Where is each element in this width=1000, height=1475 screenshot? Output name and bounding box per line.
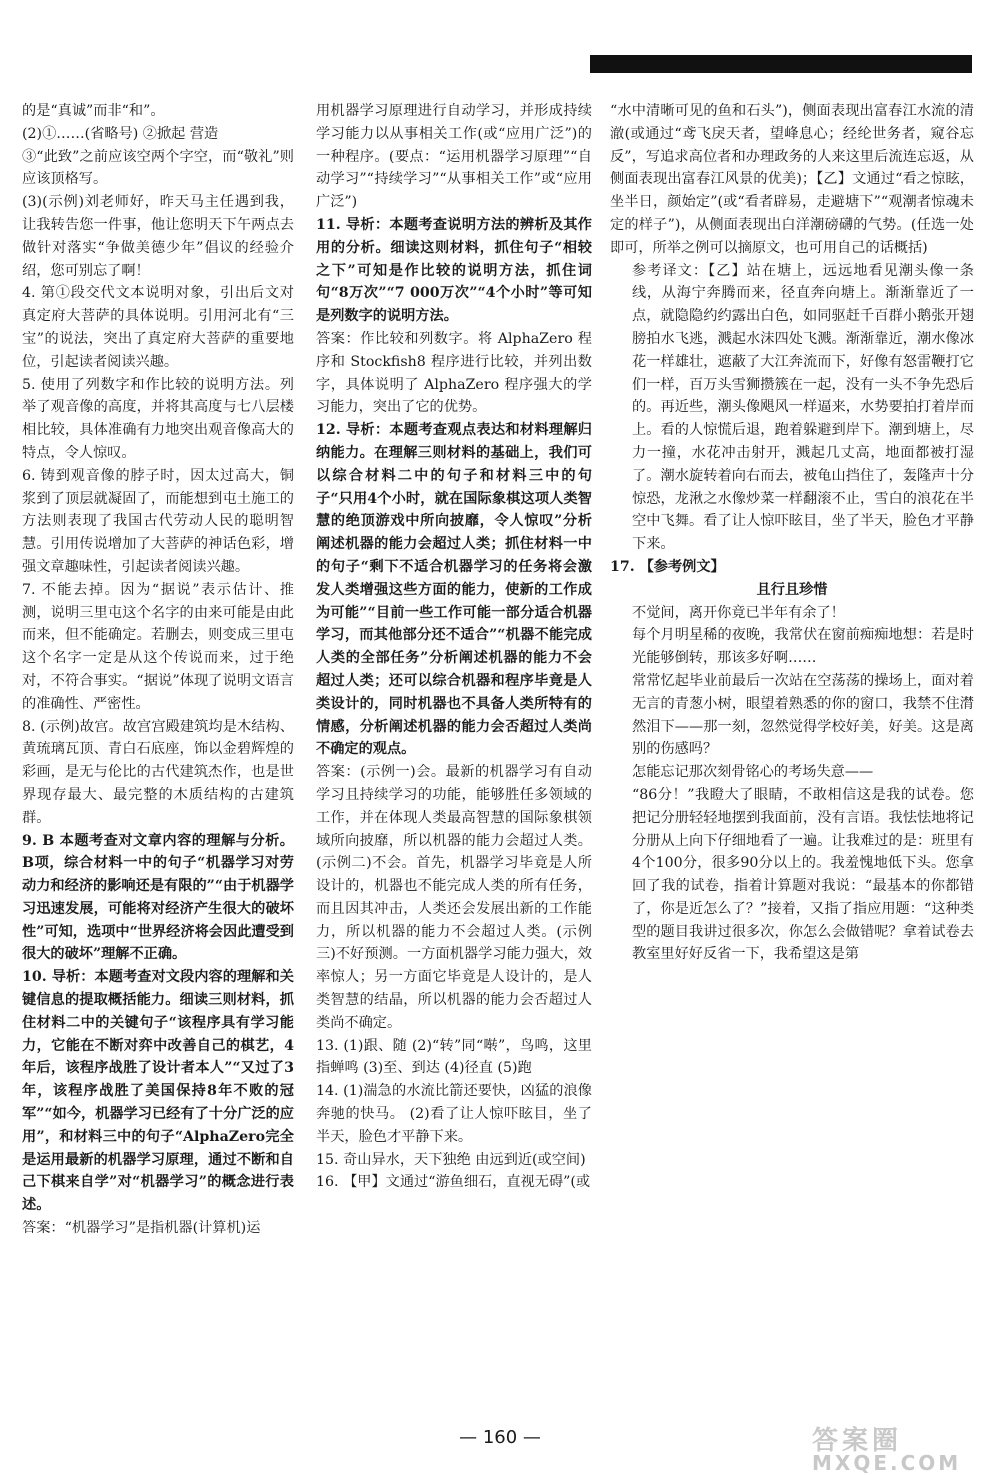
answer-4: 4. 第①段交代文本说明对象，引出后文对真定府大菩萨的具体说明。引用河北有“三宝”的说法，突出了真定府大菩萨的重要地位，引起读者阅读兴趣。	[22, 285, 294, 370]
essay-paragraph: 每个月明星稀的夜晚，我常伏在窗前痴痴地想：若是时光能够倒转，那该多好啊……	[632, 627, 974, 667]
answer-12: 答案：(示例一)会。最新的机器学习有自动学习且持续学习的功能，能够胜任多领域的工作，并在体现人类最高智慧的国际象棋领域所向披靡，所以机器的能力会超过人类。(示例二)不会。首先，机器学习毕竟是人所设计的，机器也不能完成人类的所有任务，而且因其冲击，人类还会发展出新的工作能力，所以机器的能力不会超过人类。(示例三)不好预测。一方面机器学习能力强大，效率惊人；另一方面它毕竟是人设计的，是人类智慧的结晶，所以机器的能力会否超过人类尚不确定。	[316, 764, 592, 1031]
answer-11: 答案：作比较和列数字。将 AlphaZero 程序和 Stockfish8 程序进行比较，并列出数字，具体说明了 AlphaZero 程序强大的学习能力，突出了它的优势。	[316, 330, 592, 416]
essay-title: 且行且珍惜	[756, 581, 828, 598]
answer-16: 16. 【甲】文通过“游鱼细石，直视无碍”(或	[316, 1174, 591, 1191]
column-right	[610, 100, 974, 966]
answer-16-continued: “水中清晰可见的鱼和石头”)，侧面表现出富春江水流的清澈(或通过“鸢飞戾天者，望峰息心；经纶世务者，窥谷忘反”，写追求高位者和办理政务的人来这里后流连忘返，从侧面表现出富春江风景的优美)；【乙】文通过“看之惊眩，坐半日，颜始定”(或“看者辟易，走避塘下”“观潮者惊魂未定的样子”)，从侧面表现出白洋潮磅礴的气势。(任选一处即可，所举之例可以摘原文，也可用自己的话概括)	[610, 103, 974, 256]
essay-paragraph: 怎能忘记那次刻骨铭心的考场失意——	[632, 764, 874, 781]
answer-11-analysis: 11. 导析：本题考查说明方法的辨析及其作用的分析。细读这则材料，抓住句子“相较之下”可知是作比较的说明方法，抓住词句“8万次”“7 000万次”“4个小时”等可知是列数字的说明方法。	[316, 216, 592, 325]
answer-line: 的是“真诚”而非“和”。	[22, 103, 165, 119]
answer-13: 13. (1)跟、随 (2)“转”同“啭”，鸟鸣，这里指蝉鸣 (3)至、到达 (4)径直 (5)跑	[316, 1037, 592, 1077]
answer-7: 7. 不能去掉。因为“据说”表示估计、推测，说明三里屯这个名字的由来可能是由此而来，但不能确定。若删去，则变成三里屯这个名字一定是从这个传说而来，过于绝对，不符合事实。“据说”体现了说明文语言的准确性、严密性。	[22, 581, 294, 712]
column-left	[22, 100, 294, 1240]
answer-17: 17. 【参考例文】	[610, 558, 725, 575]
page-number: — 160 —	[459, 1427, 541, 1448]
answer-9: 9. B 本题考查对文章内容的理解与分析。B项，综合材料一中的句子“机器学习对劳动力和经济的影响还是有限的”“由于机器学习迅速发展，可能将对经济产生很大的破坏性”可知，选项中“世界经济将会因此遭受到很大的破坏”理解不正确。	[22, 832, 294, 963]
watermark-url: MXQE.COM	[812, 1451, 962, 1475]
essay-paragraph: 不觉间，离开你竟已半年有余了！	[632, 604, 845, 621]
answer-10-continued: 用机器学习原理进行自动学习，并形成持续学习能力以从事相关工作(或“应用广泛”)的一种程序。(要点：“运用机器学习原理”“自动学习”“持续学习”“从事相关工作”或“应用广泛”)	[316, 103, 592, 211]
answer-10-analysis: 10. 导析：本题考查对文段内容的理解和关键信息的提取概括能力。细读三则材料，抓住材料二中的关键句子“该程序具有学习能力，它能在不断对弈中改善自己的棋艺，4年后，该程序战胜了设计者本人”“又过了3年，该程序战胜了美国保持8年不败的冠军”“如今，机器学习已经有了十分广泛的应用”，和材料三中的句子“AlphaZero完全是运用最新的机器学习原理，通过不断和自己下棋来自学”对“机器学习”的概念进行表述。	[22, 969, 294, 1214]
answer-line: (2)①……(省略号) ②掀起 营造	[22, 125, 219, 142]
answer-6: 6. 铸到观音像的脖子时，因太过高大，铜浆到了顶层就凝固了，而能想到屯土施工的方法则表现了我国古代劳动人民的聪明智慧。引用传说增加了大菩萨的神话色彩，增强文章趣味性，引起读者阅读兴趣。	[22, 467, 294, 575]
answer-line: ③“此致”之前应该空两个字空，而“敬礼”则应该顶格写。	[22, 148, 294, 188]
column-middle	[316, 100, 592, 1194]
watermark-text: 答案圈	[812, 1426, 903, 1456]
answer-8: 8. (示例)故宫。故宫宫殿建筑均是木结构、黄琉璃瓦顶、青白石底座，饰以金碧辉煌的彩画，是无与伦比的古代建筑杰作，也是世界现存最大、最完整的木质结构的古建筑群。	[22, 718, 294, 826]
answer-12-analysis: 12. 导析：本题考查观点表达和材料理解归纳能力。在理解三则材料的基础上，我们可以综合材料二中的句子和材料三中的句子“只用4个小时，就在国际象棋这项人类智慧的绝顶游戏中所向披靡，令人惊叹”分析阐述机器的能力会超过人类；抓住材料一中的句子“剩下不适合机器学习的任务将会激发人类增强这些方面的能力，使新的工作成为可能”“目前一些工作可能一部分适合机器学习，而其他部分还不适合”“机器不能完成人类的全部任务”分析阐述机器的能力不会超过人类；还可以综合机器和程序毕竟是人类设计的，同时机器也不具备人类所特有的情感，分析阐述机器的能力会否超过人类尚不确定的观点。	[316, 422, 592, 758]
header-bar	[590, 55, 972, 73]
answer-line: (3)(示例)刘老师好，昨天马主任遇到我，让我转告您一件事，他让您明天下午两点去做针对落实“争做美德少年”倡议的经验介绍，您可别忘了啊！	[22, 194, 294, 279]
answer-15: 15. 奇山异水，天下独绝 由远到近(或空间)	[316, 1151, 586, 1168]
answer-14: 14. (1)湍急的水流比箭还要快，凶猛的浪像奔驰的快马。 (2)看了让人惊吓眩目，坐了半天，脸色才平静下来。	[316, 1083, 592, 1145]
reference-translation: 参考译文：【乙】站在塘上，远远地看见潮头像一条线，从海宁奔腾而来，径直奔向塘上。渐渐靠近了一点，就隐隐约约露出白色，如同驱赶千百群小鹅张开翅膀拍水飞逃，溅起水沫四处飞溅。渐渐靠近，潮水像冰花一样雄壮，遮蔽了大江奔流而下，好像有怒雷鞭打它们一样，百万头雪狮攒簇在一起，没有一头不争先恐后的。再近些，潮头像飓风一样逼来，水势要拍打着岸而上。看的人惊慌后退，跑着躲避到岸下。潮到塘上，尽力一撞，水花冲击射开，溅起几丈高，地面都被打湿了。潮水旋转着向右而去，被龟山挡住了，轰隆声十分惊恐，龙湫之水像炒菜一样翻滚不止，雪白的浪花在半空中飞舞。看了让人惊吓眩目，坐了半天，脸色才平静下来。	[632, 262, 974, 553]
watermark-logo	[812, 1420, 992, 1475]
answer-5: 5. 使用了列数字和作比较的说明方法。列举了观音像的高度，并将其高度与七八层楼相比较，具体准确有力地突出观音像高大的特点，令人惊叹。	[22, 376, 294, 461]
essay-paragraph: 常常忆起毕业前最后一次站在空荡荡的操场上，面对着无言的青葱小树，眼望着熟悉的你的窗口，我禁不住潸然泪下——那一刻，忽然觉得学校好美，好美。这是离别的伤感吗？	[632, 672, 974, 758]
essay-paragraph: “86分！”我瞪大了眼睛，不敢相信这是我的试卷。您把记分册轻轻地摆到我面前，没有言语。我怯怯地将记分册从上向下仔细地看了一遍。让我难过的是：班里有4个100分，很多90分以上的。我羞愧地低下头。您拿回了我的试卷，指着计算题对我说：“最基本的你都错了，你是近怎么了？”接着，又指了指应用题：“这种类型的题目我讲过很多次，你怎么会做错呢？拿着试卷去教室里好好反省一下，我希望这是第	[632, 786, 974, 963]
answer-10: 答案：“机器学习”是指机器(计算机)运	[22, 1220, 261, 1237]
